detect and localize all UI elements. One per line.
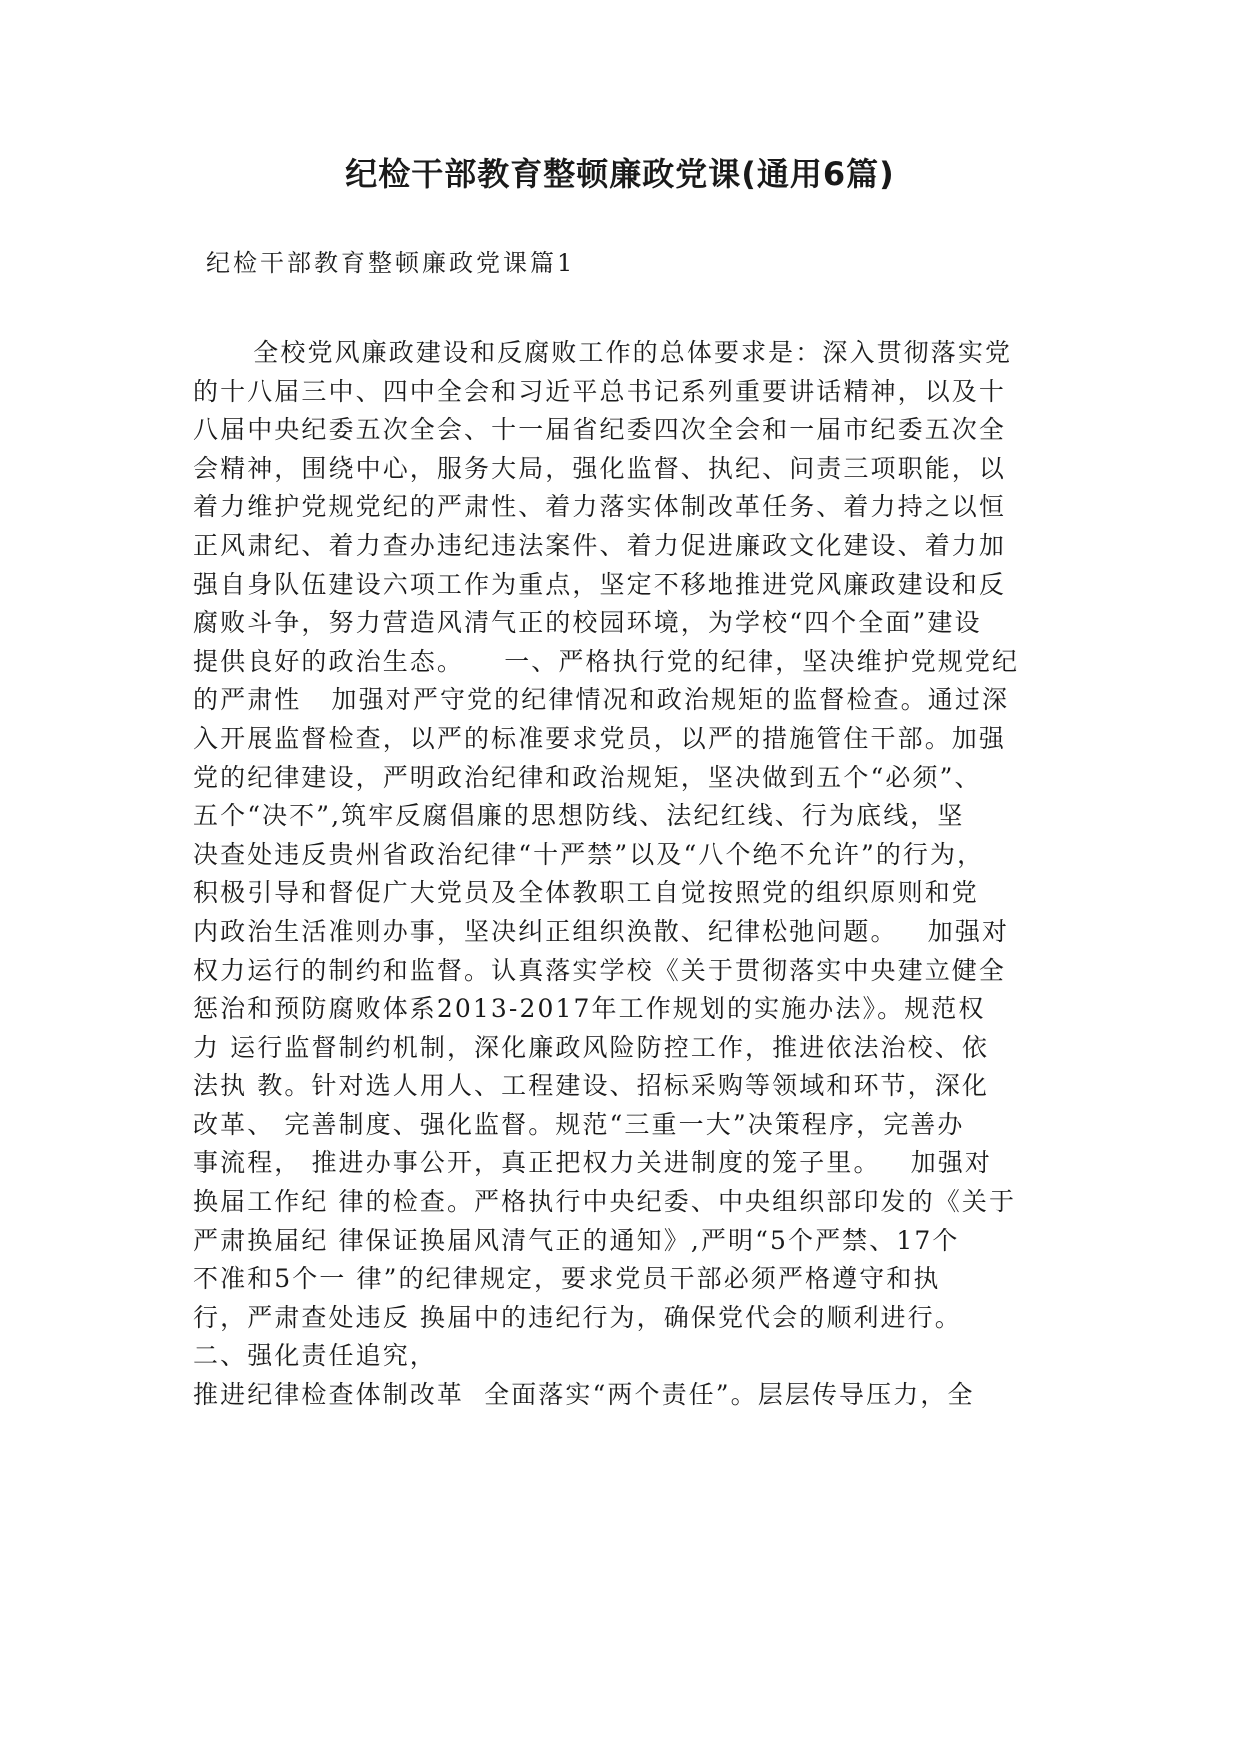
paragraph-line: 正风肃纪、着力查办违纪违法案件、着力促进廉政文化建设、着力加 [193, 530, 1007, 560]
paragraph-line: 全校党风廉政建设和反腐败工作的总体要求是：深入贯彻落实党 [193, 338, 1013, 367]
paragraph-line: 党的纪律建设，严明政治纪律和政治规矩，坚决做到五个“必须”、 [193, 762, 982, 792]
paragraph-line: 的十八届三中、四中全会和习近平总书记系列重要讲话精神，以及十 [193, 376, 1007, 406]
paragraph-line: 换届工作纪 律的检查。严格执行中央纪委、中央组织部印发的《关于 [193, 1187, 1017, 1217]
paragraph-line: 着力维护党规党纪的严肃性、着力落实体制改革任务、着力持之以恒 [193, 492, 1007, 522]
paragraph-line: 内政治生活准则办事，坚决纠正组织涣散、纪律松弛问题。 加强对 [193, 916, 1010, 946]
paragraph-line: 不准和5个一 律”的纪律规定，要求党员干部必须严格遵守和执 [193, 1264, 941, 1294]
paragraph-line: 腐败斗争，努力营造风清气正的校园环境，为学校“四个全面”建设 [193, 608, 982, 638]
paragraph-line: 积极引导和督促广大党员及全体教职工自觉按照党的组织原则和党 [193, 878, 979, 908]
paragraph-line: 会精神，围绕中心，服务大局，强化监督、执纪、问责三项职能，以 [193, 453, 1007, 483]
document-title: 纪检干部教育整顿廉政党课(通用6篇) [345, 155, 895, 193]
paragraph-line: 决查处违反贵州省政治纪律“十严禁”以及“八个绝不允许”的行为， [193, 839, 985, 869]
paragraph-line: 的严肃性 加强对严守党的纪律情况和政治规矩的监督检查。通过深 [193, 685, 1010, 715]
paragraph-line: 推进纪律检查体制改革 全面落实“两个责任”。层层传导压力，全 [193, 1380, 975, 1410]
paragraph-line: 强自身队伍建设六项工作为重点，坚定不移地推进党风廉政建设和反 [193, 569, 1007, 599]
paragraph-line: 法执 教。针对选人用人、工程建设、招标采购等领域和环节，深化 [193, 1071, 989, 1101]
paragraph-line: 提供良好的政治生态。 一、严格执行党的纪律，坚决维护党规党纪 [193, 646, 1020, 676]
paragraph-line: 八届中央纪委五次全会、十一届省纪委四次全会和一届市纪委五次全 [193, 415, 1007, 445]
paragraph-line: 行，严肃查处违反 换届中的违纪行为，确保党代会的顺利进行。 [193, 1302, 962, 1332]
paragraph-line: 改革、 完善制度、强化监督。规范“三重一大”决策程序，完善办 [193, 1109, 965, 1139]
paragraph-line: 二、强化责任追究， [193, 1341, 437, 1371]
paragraph-line: 五个“决不”,筑牢反腐倡廉的思想防线、法纪红线、行为底线，坚 [193, 801, 965, 831]
paragraph-line: 入开展监督检查，以严的标准要求党员，以严的措施管住干部。加强 [193, 723, 1007, 753]
paragraph-line: 严肃换届纪 律保证换届风清气正的通知》,严明“5个严禁、17个 [193, 1225, 960, 1255]
paragraph-line: 事流程， 推进办事公开，真正把权力关进制度的笼子里。 加强对 [193, 1148, 992, 1178]
paragraph-line: 力 运行监督制约机制，深化廉政风险防控工作，推进依法治校、依 [193, 1032, 989, 1062]
body-text [193, 334, 1063, 1415]
paragraph-line: 权力运行的制约和监督。认真落实学校《关于贯彻落实中央建立健全 [193, 955, 1007, 985]
paragraph-line: 惩治和预防腐败体系2013-2017年工作规划的实施办法》。规范权 [193, 994, 986, 1024]
section-subtitle: 纪检干部教育整顿廉政党课篇1 [206, 249, 576, 277]
